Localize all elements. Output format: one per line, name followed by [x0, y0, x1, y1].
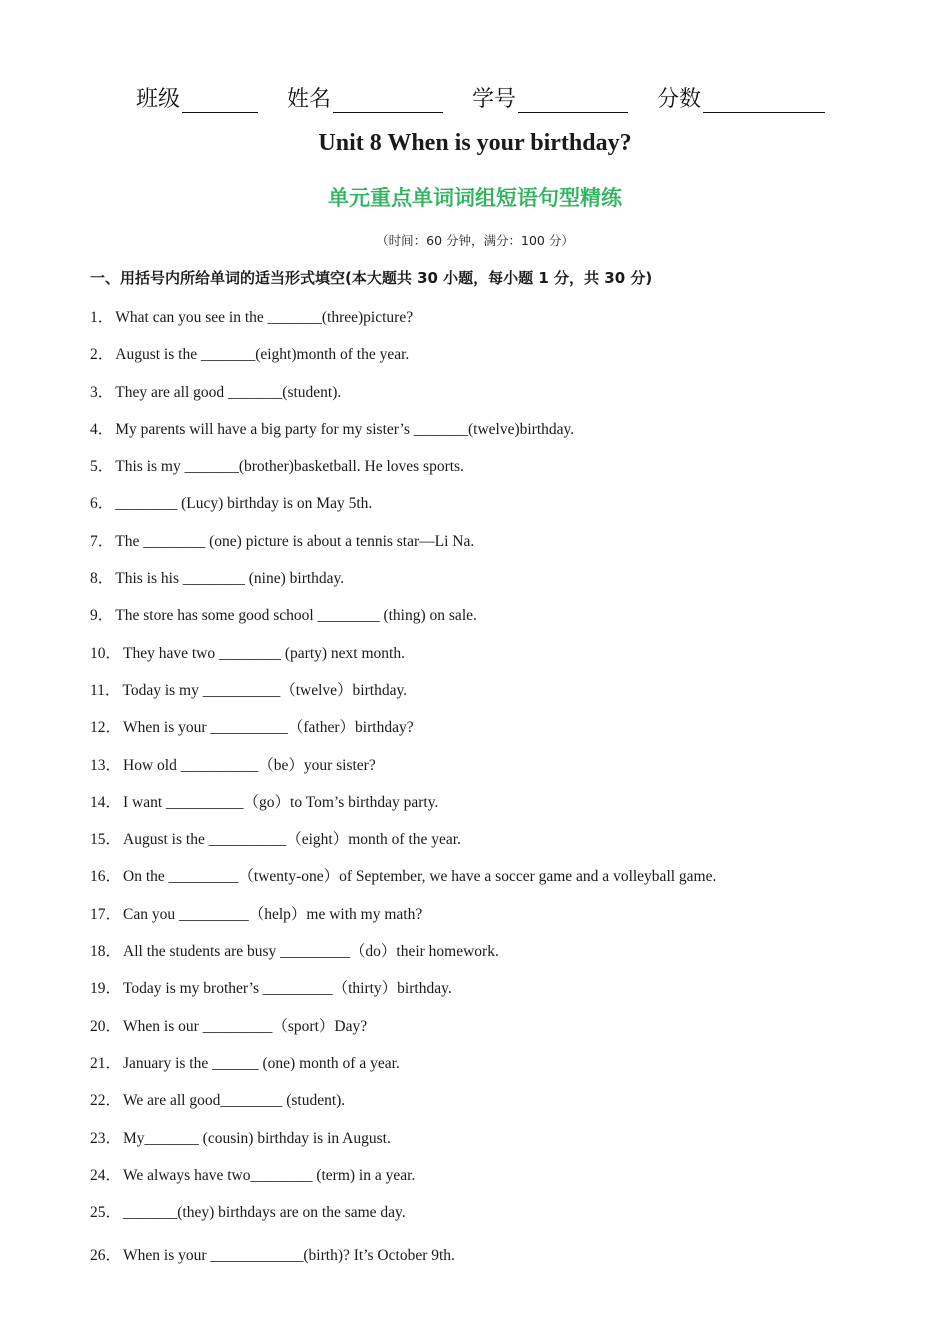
question-item: [90, 566, 890, 603]
exam-timing: （时间：60 分钟，满分：100 分）: [376, 233, 574, 248]
question-number: 10．: [90, 644, 122, 662]
question-list: [90, 305, 890, 1281]
class-blank[interactable]: [182, 88, 258, 113]
question-text[interactable]: When is your ____________(birth)? It’s October 9th.: [123, 1247, 455, 1265]
score-label: 分数: [657, 87, 702, 112]
question-text[interactable]: I want __________（go）to Tom’s birthday party.: [123, 793, 439, 811]
question-text[interactable]: When is our _________（sport）Day?: [123, 1017, 368, 1035]
question-text[interactable]: ________ (Lucy) birthday is on May 5th.: [115, 495, 373, 513]
question-text[interactable]: The ________ (one) picture is about a tennis star—Li Na.: [115, 532, 475, 550]
question-number: 14．: [90, 793, 122, 811]
name-blank[interactable]: [333, 88, 443, 113]
question-number: 7．: [90, 532, 114, 550]
question-text[interactable]: When is your __________（father）birthday?: [123, 719, 414, 737]
question-text[interactable]: Today is my __________（twelve）birthday.: [122, 681, 408, 699]
class-label: 班级: [136, 87, 181, 112]
question-text[interactable]: This is my _______(brother)basketball. He loves sports.: [115, 458, 464, 476]
question-text[interactable]: They are all good _______(student).: [115, 383, 342, 401]
question-number: 16．: [90, 868, 122, 886]
question-number: 8．: [90, 570, 114, 588]
question-item: [90, 1126, 890, 1163]
question-text[interactable]: The store has some good school ________ (thing) on sale.: [115, 607, 477, 625]
student-info-line: [136, 82, 847, 113]
question-item: [90, 902, 890, 939]
question-item: [90, 305, 890, 342]
question-text[interactable]: How old __________（be）your sister?: [123, 756, 376, 774]
question-number: 18．: [90, 943, 122, 961]
question-text[interactable]: January is the ______ (one) month of a year.: [123, 1054, 400, 1072]
id-field[interactable]: [472, 82, 628, 113]
question-item: [90, 380, 890, 417]
question-text[interactable]: We are all good________ (student).: [123, 1092, 346, 1110]
question-item: [90, 1051, 890, 1088]
question-number: 9．: [90, 607, 114, 625]
question-item: [90, 753, 890, 790]
question-number: 21．: [90, 1054, 122, 1072]
question-item: [90, 976, 890, 1013]
question-item: [90, 1088, 890, 1125]
question-text[interactable]: We always have two________ (term) in a year.: [123, 1166, 416, 1184]
question-number: 12．: [90, 719, 122, 737]
question-item: [90, 678, 890, 715]
question-item: [90, 790, 890, 827]
page-subtitle: 单元重点单词词组短语句型精练: [328, 186, 622, 210]
question-number: 15．: [90, 831, 122, 849]
question-item: [90, 529, 890, 566]
score-blank[interactable]: [703, 88, 825, 113]
score-field[interactable]: [657, 82, 825, 113]
question-item: [90, 864, 890, 901]
question-item: [90, 603, 890, 640]
question-number: 13．: [90, 756, 122, 774]
question-number: 3．: [90, 383, 114, 401]
name-field[interactable]: [287, 82, 443, 113]
class-field[interactable]: [136, 82, 258, 113]
question-text[interactable]: My parents will have a big party for my sister’s _______(twelve)birthday.: [115, 420, 575, 438]
question-number: 22．: [90, 1092, 122, 1110]
id-blank[interactable]: [518, 88, 628, 113]
question-item: [90, 641, 890, 678]
question-text[interactable]: My_______ (cousin) birthday is in August.: [123, 1129, 391, 1147]
question-number: 20．: [90, 1017, 122, 1035]
question-number: 2．: [90, 346, 114, 364]
question-number: 19．: [90, 980, 122, 998]
name-label: 姓名: [287, 87, 332, 112]
question-item: [90, 454, 890, 491]
question-number: 11．: [90, 681, 121, 699]
question-text[interactable]: Today is my brother’s _________（thirty）birthday.: [123, 980, 452, 998]
question-item: [90, 491, 890, 528]
question-text[interactable]: August is the _______(eight)month of the year.: [115, 346, 410, 364]
question-number: 25．: [90, 1204, 122, 1222]
question-text[interactable]: Can you _________（help）me with my math?: [123, 905, 423, 923]
question-number: 17．: [90, 905, 122, 923]
question-number: 6．: [90, 495, 114, 513]
question-text[interactable]: They have two ________ (party) next month.: [123, 644, 405, 662]
question-text[interactable]: August is the __________（eight）month of the year.: [123, 831, 461, 849]
question-item: [90, 1200, 890, 1237]
id-label: 学号: [472, 87, 517, 112]
question-text[interactable]: On the _________（twenty-one）of September, we have a soccer game and a volleyball game.: [123, 868, 717, 886]
question-item: [90, 1014, 890, 1051]
question-item: [90, 342, 890, 379]
question-item: [90, 417, 890, 454]
question-item: [90, 715, 890, 752]
question-text[interactable]: All the students are busy _________（do）their homework.: [123, 943, 499, 961]
question-number: 24．: [90, 1166, 122, 1184]
question-item: [90, 939, 890, 976]
question-number: 1．: [90, 309, 114, 326]
question-item: [90, 1163, 890, 1200]
question-number: 23．: [90, 1129, 122, 1147]
page-title: Unit 8 When is your birthday?: [318, 130, 632, 156]
question-item: [90, 827, 890, 864]
question-text[interactable]: What can you see in the _______(three)picture?: [115, 309, 414, 326]
question-number: 26．: [90, 1247, 122, 1265]
question-number: 4．: [90, 420, 114, 438]
question-item: [90, 1243, 890, 1280]
question-number: 5．: [90, 458, 114, 476]
section-heading: 一、用括号内所给单词的适当形式填空(本大题共 30 小题，每小题 1 分，共 30 分): [90, 269, 653, 287]
question-text[interactable]: _______(they) birthdays are on the same day.: [123, 1204, 406, 1222]
question-text[interactable]: This is his ________ (nine) birthday.: [115, 570, 345, 588]
